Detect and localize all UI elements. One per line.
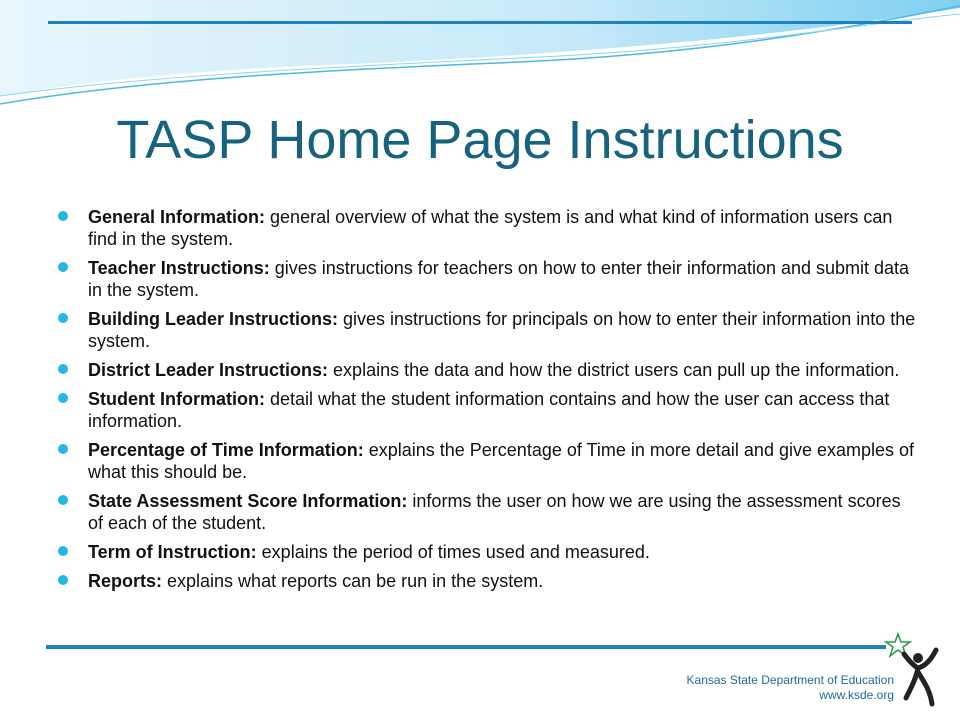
ksde-star-figure-icon (882, 632, 944, 708)
bullet-term: Reports: (88, 571, 163, 591)
bullet-item (58, 439, 918, 483)
bullet-text: explains the data and how the district users can pull up the information. (328, 360, 900, 380)
bullet-term: State Assessment Score Information: (88, 491, 408, 511)
bullet-text: gives instructions for teachers on how to enter their information and submit data in the system. (88, 258, 910, 300)
bullet-item (58, 359, 918, 381)
bullet-text: explains what reports can be run in the system. (162, 571, 544, 591)
bullet-dot-icon (58, 262, 68, 272)
bullet-dot-icon (58, 313, 68, 323)
bottom-divider (46, 645, 886, 649)
bullet-item (58, 257, 918, 301)
bullet-dot-icon (58, 393, 68, 403)
bullet-term: Percentage of Time Information: (88, 440, 364, 460)
bullet-dot-icon (58, 495, 68, 505)
footer-url: www.ksde.org (819, 688, 894, 702)
bullet-dot-icon (58, 575, 68, 585)
bullet-text: explains the period of times used and measured. (256, 542, 650, 562)
top-divider (48, 21, 912, 24)
bullet-dot-icon (58, 444, 68, 454)
slide-title: TASP Home Page Instructions (116, 110, 844, 170)
bullet-item (58, 570, 918, 592)
bullet-term: General Information: (88, 207, 266, 227)
bullet-text: general overview of what the system is and what kind of information users can find in the system. (88, 207, 893, 249)
footer-organization: Kansas State Department of Education (686, 673, 894, 687)
bullet-item (58, 490, 918, 534)
bullet-item (58, 388, 918, 432)
bullet-item (58, 308, 918, 352)
bullet-text: detail what the student information contains and how the user can access that information. (88, 389, 890, 431)
bullet-text: explains the Percentage of Time in more detail and give examples of what this should be. (88, 440, 915, 482)
bullet-item (58, 541, 918, 563)
bullet-dot-icon (58, 364, 68, 374)
bullet-term: Student Information: (88, 389, 265, 409)
bullet-dot-icon (58, 546, 68, 556)
bullet-term: Term of Instruction: (88, 542, 257, 562)
bullet-text: informs the user on how we are using the assessment scores of each of the student. (88, 491, 901, 533)
bullet-text: gives instructions for principals on how to enter their information into the system. (88, 309, 916, 351)
bullet-dot-icon (58, 211, 68, 221)
bullet-term: Teacher Instructions: (88, 258, 270, 278)
bullet-list (58, 206, 918, 599)
bullet-item (58, 206, 918, 250)
bullet-term: District Leader Instructions: (88, 360, 329, 380)
header-wave-decoration (0, 0, 960, 110)
bullet-term: Building Leader Instructions: (88, 309, 339, 329)
